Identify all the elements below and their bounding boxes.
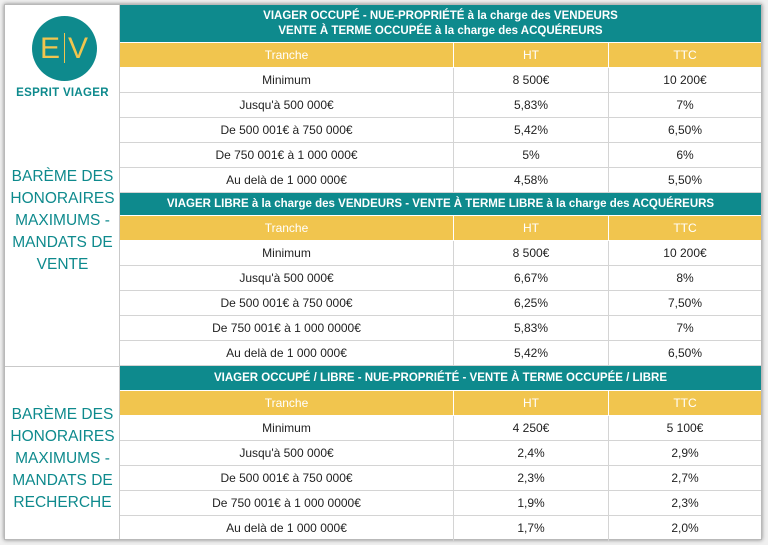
column-header-row <box>120 391 761 416</box>
table-row <box>120 516 761 541</box>
table-row <box>120 466 761 491</box>
cell-tranche: Au delà de 1 000 000€ <box>120 168 454 192</box>
col-ttc: TTC <box>673 48 697 62</box>
left-panel-recherche <box>5 367 120 539</box>
table-row <box>120 316 761 341</box>
table-header-recherche <box>120 366 761 391</box>
cell-ht: 1,7% <box>454 516 609 541</box>
col-ht: HT <box>454 43 609 67</box>
cell-ht: 5,42% <box>454 341 609 365</box>
cell-tranche: Minimum <box>120 68 454 92</box>
cell-tranche: Jusqu'à 500 000€ <box>120 266 454 290</box>
logo-letter-v: V <box>68 32 90 65</box>
cell-tranche: Minimum <box>120 241 454 265</box>
logo-letter-e: E <box>39 32 61 65</box>
table-row <box>120 118 761 143</box>
title-line: MANDATS DE <box>12 234 113 251</box>
cell-ttc: 7% <box>676 321 694 335</box>
table-row <box>120 93 761 118</box>
cell-ht: 2,3% <box>454 466 609 490</box>
table-header-line: VENTE À TERME OCCUPÉE à la charge des ACQUÉREURS <box>278 25 603 37</box>
cell-ht: 5% <box>454 143 609 167</box>
left-panel-vente <box>5 5 120 367</box>
cell-tranche: De 500 001€ à 750 000€ <box>120 118 454 142</box>
table-header-viager-libre <box>120 193 761 216</box>
cell-ht: 1,9% <box>454 491 609 515</box>
cell-ht: 4,58% <box>454 168 609 192</box>
cell-ttc: 5,50% <box>667 173 703 187</box>
fee-schedule-frame <box>4 4 762 540</box>
title-line: MAXIMUMS - <box>15 450 110 467</box>
fee-tables <box>120 5 761 541</box>
cell-ttc: 8% <box>676 271 694 285</box>
cell-tranche: De 750 001€ à 1 000 0000€ <box>120 491 454 515</box>
table-header-line: VIAGER OCCUPÉ - NUE-PROPRIÉTÉ à la charge des VENDEURS <box>263 10 618 22</box>
cell-ttc: 2,0% <box>671 521 699 535</box>
logo-divider <box>64 33 65 63</box>
cell-ttc: 6,50% <box>667 123 703 137</box>
brand-name: ESPRIT VIAGER <box>16 87 109 99</box>
cell-tranche: Minimum <box>120 416 454 440</box>
cell-ttc: 7,50% <box>667 296 703 310</box>
table-row <box>120 68 761 93</box>
esprit-viager-logo <box>32 16 97 81</box>
table-row <box>120 416 761 441</box>
title-line: MANDATS DE <box>12 472 113 489</box>
cell-ht: 6,25% <box>454 291 609 315</box>
col-tranche: Tranche <box>120 391 454 415</box>
title-line: HONORAIRES <box>10 428 115 445</box>
cell-ht: 8 500€ <box>454 68 609 92</box>
table-row <box>120 341 761 366</box>
cell-ttc: 2,9% <box>671 446 699 460</box>
table-row <box>120 266 761 291</box>
cell-ttc: 10 200€ <box>663 246 707 260</box>
cell-tranche: De 500 001€ à 750 000€ <box>120 291 454 315</box>
cell-ttc: 5 100€ <box>666 421 704 435</box>
col-ht: HT <box>454 391 609 415</box>
cell-ttc: 7% <box>676 98 694 112</box>
cell-tranche: De 500 001€ à 750 000€ <box>120 466 454 490</box>
cell-ht: 5,83% <box>454 316 609 340</box>
cell-tranche: Au delà de 1 000 000€ <box>120 516 454 541</box>
column-header-row <box>120 216 761 241</box>
cell-tranche: Jusqu'à 500 000€ <box>120 441 454 465</box>
title-line: HONORAIRES <box>10 190 115 207</box>
table-row <box>120 241 761 266</box>
title-line: VENTE <box>36 256 89 273</box>
cell-ht: 2,4% <box>454 441 609 465</box>
col-ttc: TTC <box>673 221 697 235</box>
section-title-recherche <box>5 404 120 514</box>
cell-ttc: 10 200€ <box>663 73 707 87</box>
cell-ht: 4 250€ <box>454 416 609 440</box>
cell-ttc: 6,50% <box>667 346 703 360</box>
title-line: RECHERCHE <box>13 494 112 511</box>
table-row <box>120 441 761 466</box>
table-header-line: VIAGER OCCUPÉ / LIBRE - NUE-PROPRIÉTÉ - VENTE À TERME OCCUPÉE / LIBRE <box>213 372 667 384</box>
cell-ht: 8 500€ <box>454 241 609 265</box>
table-row <box>120 168 761 193</box>
cell-ttc: 2,3% <box>671 496 699 510</box>
col-ht: HT <box>454 216 609 240</box>
col-tranche: Tranche <box>120 43 454 67</box>
section-title-vente <box>5 166 120 276</box>
table-row <box>120 491 761 516</box>
cell-ht: 6,67% <box>454 266 609 290</box>
col-tranche: Tranche <box>120 216 454 240</box>
table-row <box>120 143 761 168</box>
column-header-row <box>120 43 761 68</box>
title-line: BARÈME DES <box>11 406 114 423</box>
table-row <box>120 291 761 316</box>
title-line: MAXIMUMS - <box>15 212 110 229</box>
col-ttc: TTC <box>673 396 697 410</box>
table-header-line: VIAGER LIBRE à la charge des VENDEURS - VENTE À TERME LIBRE à la charge des ACQUÉREURS <box>166 198 715 210</box>
cell-ttc: 2,7% <box>671 471 699 485</box>
cell-ht: 5,83% <box>454 93 609 117</box>
cell-tranche: De 750 001€ à 1 000 000€ <box>120 143 454 167</box>
cell-tranche: Jusqu'à 500 000€ <box>120 93 454 117</box>
cell-tranche: Au delà de 1 000 000€ <box>120 341 454 365</box>
table-header-viager-occupe <box>120 5 761 43</box>
cell-tranche: De 750 001€ à 1 000 0000€ <box>120 316 454 340</box>
cell-ht: 5,42% <box>454 118 609 142</box>
cell-ttc: 6% <box>676 148 694 162</box>
title-line: BARÈME DES <box>11 168 114 185</box>
